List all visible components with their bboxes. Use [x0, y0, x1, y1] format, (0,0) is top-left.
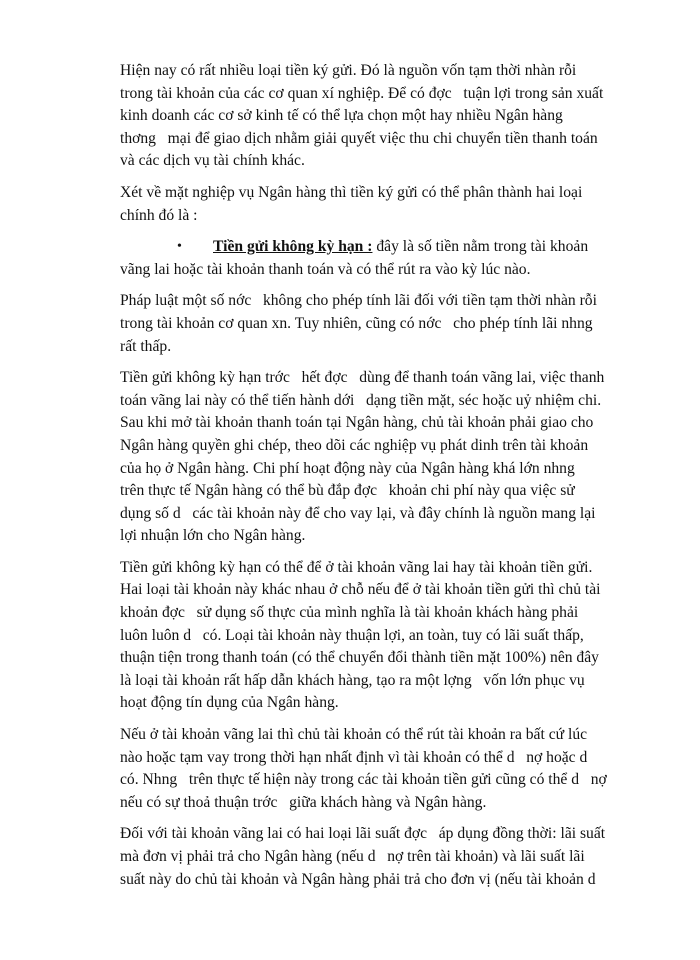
- text-line: có. Nhng trên thực tế hiện này trong các tài khoản tiền gửi cũng có thể d nợ: [120, 771, 607, 789]
- document-body: [120, 60, 642, 900]
- text-line: khoản đợc sử dụng số thực của mình nghĩa là tài khoản khách hàng phải: [120, 604, 579, 622]
- text-line: Hiện nay có rất nhiều loại tiền ký gửi. Đó là nguồn vốn tạm thời nhàn rỗi: [120, 62, 577, 79]
- text-line: nào hoặc tạm vay trong thời hạn nhất định vì tài khoản có thể d nợ hoặc d: [120, 748, 588, 766]
- text-line: thuận tiện trong thanh toán (có thể chuyển đổi thành tiền mặt 100%) nên đây: [120, 649, 599, 667]
- text-line: rất thấp.: [120, 337, 172, 355]
- paragraph-classification: [120, 182, 642, 227]
- text-line: luôn luôn d có. Loại tài khoản này thuận lợi, an toàn, tuy có lãi suất thấp,: [120, 626, 584, 644]
- text-line: Hai loại tài khoản này khác nhau ở chỗ nếu để ở tài khoản tiền gửi thì chủ tài: [120, 581, 601, 599]
- text-line: trong tài khoản của các cơ quan xí nghiệp. Để có đợc tuận lợi trong sản xuất: [120, 84, 604, 102]
- text-line: Sau khi mở tài khoản thanh toán tại Ngân hàng, chủ tài khoản phải giao cho: [120, 414, 594, 432]
- bullet-text: đây là số tiền nằm trong tài khoản: [372, 238, 589, 256]
- text-line: dụng số d các tài khoản này để cho vay lại, và đây chính là nguồn mang lại: [120, 504, 596, 522]
- paragraph-account-types: [120, 557, 642, 715]
- text-line: kinh doanh các cơ sở kinh tế có thể lựa chọn một hay nhiều Ngân hàng: [120, 107, 563, 125]
- text-line: trên thực tế Ngân hàng có thể bù đắp đợc khoản chi phí này qua việc sử: [120, 482, 575, 500]
- text-line: Xét về mặt nghiệp vụ Ngân hàng thì tiền ký gửi có thể phân thành hai loại: [120, 183, 583, 201]
- text-line: Tiền gửi không kỳ hạn trớc hết đợc dùng để thanh toán vãng lai, việc thanh: [120, 369, 605, 387]
- text-line: vãng lai hoặc tài khoản thanh toán và có thể rút ra vào kỳ lúc nào.: [120, 260, 531, 278]
- paragraph-law: [120, 290, 642, 358]
- text-line: Đối với tài khoản vãng lai có hai loại lãi suất đợc áp dụng đồng thời: lãi suất: [120, 825, 606, 843]
- text-line: của họ ở Ngân hàng. Chi phí hoạt động này của Ngân hàng khá lớn nhng: [120, 459, 575, 477]
- text-line: là loại tài khoản rất hấp dẫn khách hàng, tạo ra một lợng vốn lớn phục vụ: [120, 671, 585, 689]
- text-line: Pháp luật một số nớc không cho phép tính lãi đối với tiền tạm thời nhàn rỗi: [120, 292, 597, 310]
- text-line: trong tài khoản cơ quan xn. Tuy nhiên, cũng có nớc cho phép tính lãi nhng: [120, 314, 593, 332]
- text-line: hoạt động tín dụng của Ngân hàng.: [120, 694, 339, 712]
- text-line: lợi nhuận lớn cho Ngân hàng.: [120, 527, 306, 545]
- text-line: chính đó là :: [120, 206, 198, 224]
- bullet-first-line: [120, 236, 642, 259]
- paragraph-current-account: [120, 724, 642, 814]
- text-line: Nếu ở tài khoản vãng lai thì chủ tài khoản có thể rút tài khoản ra bất cứ lúc: [120, 726, 588, 744]
- bullet-icon: •: [177, 239, 182, 255]
- text-line: suất này do chủ tài khoản và Ngân hàng phải trả cho đơn vị (nếu tài khoản d: [120, 870, 596, 888]
- bullet-item-demand-deposit: [120, 236, 642, 281]
- paragraph-payment: [120, 367, 642, 548]
- text-line: và các dịch vụ tài chính khác.: [120, 152, 305, 170]
- paragraph-intro: [120, 60, 642, 173]
- text-line: Ngân hàng quyền ghi chép, theo dõi các nghiệp vụ phát dinh trên tài khoản: [120, 436, 589, 454]
- text-line: toán vãng lai này có thể tiến hành dới dạng tiền mặt, séc hoặc uỷ nhiệm chi.: [120, 391, 602, 409]
- text-line: mà đơn vị phải trả cho Ngân hàng (nếu d nợ trên tài khoản) và lãi suất lãi: [120, 848, 585, 865]
- text-line: thơng mại để giao dịch nhằm giải quyết việc thu chi chuyển tiền thanh toán: [120, 129, 598, 147]
- text-line: Tiền gửi không kỳ hạn có thể để ở tài khoản vãng lai hay tài khoản tiền gửi.: [120, 558, 593, 576]
- paragraph-interest-rates: [120, 823, 642, 891]
- bullet-term: Tiền gửi không kỳ hạn :: [213, 238, 373, 256]
- text-line: nếu có sự thoả thuận trớc giữa khách hàng và Ngân hàng.: [120, 793, 487, 811]
